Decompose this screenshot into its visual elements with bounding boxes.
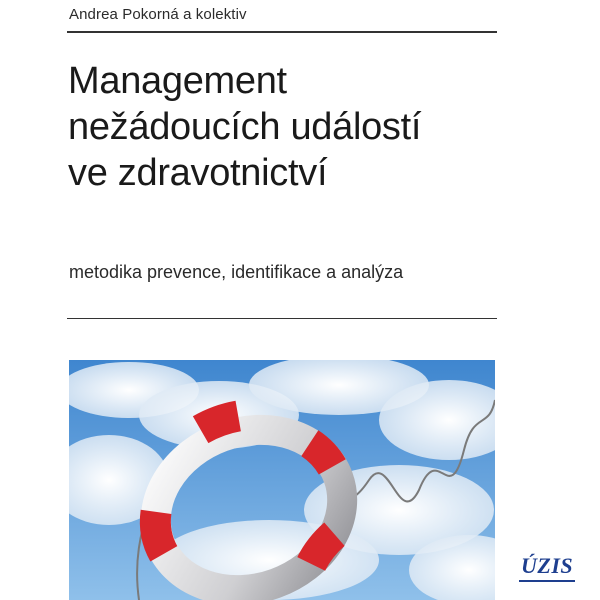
book-title [68,58,508,196]
publisher-logo [521,553,573,579]
book-subtitle: metodika prevence, identifikace a analýza [69,262,404,282]
cover-photo [69,360,495,600]
publisher-logo-text: ÚZIS [521,553,574,578]
author: Andrea Pokorná a kolektiv [69,6,247,23]
top-divider [67,31,497,33]
title-line-1: Management [68,60,287,102]
publisher-logo-underline [519,580,575,582]
life-buoy-icon [69,360,495,600]
title-line-2: nežádoucích událostí [68,106,422,148]
subtitle-divider [67,318,497,319]
title-line-3: ve zdravotnictví [68,152,328,194]
